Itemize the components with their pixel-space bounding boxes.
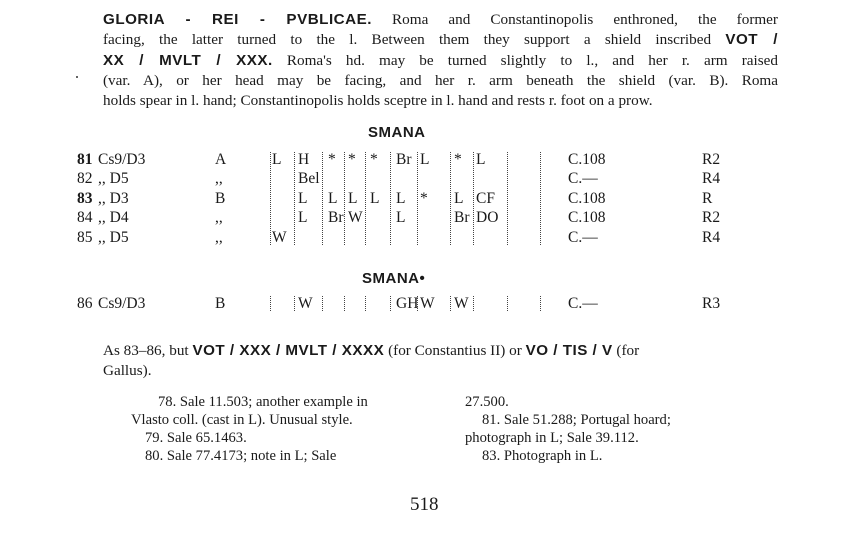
variant-letter: ,, bbox=[215, 170, 223, 188]
column-divider bbox=[365, 296, 366, 311]
rarity-rating: R2 bbox=[702, 209, 721, 227]
intro-text-2: facing, the latter turned to the l. Between them they support a shield inscribed bbox=[103, 31, 712, 49]
field-mark: Br bbox=[396, 151, 412, 168]
column-divider bbox=[540, 296, 541, 311]
field-mark: Bel bbox=[298, 170, 320, 188]
field-mark: W bbox=[420, 295, 435, 312]
column-divider bbox=[365, 152, 366, 245]
cohen-reference: C.108 bbox=[568, 209, 606, 227]
field-mark: L bbox=[476, 151, 486, 168]
cohen-reference: C.108 bbox=[568, 189, 606, 207]
mint-heading-smana-dot: SMANA• bbox=[362, 270, 426, 287]
field-mark: L bbox=[370, 189, 380, 207]
field-mark: L bbox=[272, 151, 282, 168]
field-mark: * bbox=[348, 151, 356, 168]
page-number: 518 bbox=[410, 494, 439, 515]
catalogue-row bbox=[0, 228, 842, 248]
field-mark: * bbox=[328, 151, 336, 168]
cohen-reference: C.108 bbox=[568, 151, 606, 168]
reference-code: ,, D5 bbox=[98, 170, 129, 188]
intro-line-1 bbox=[103, 10, 778, 30]
cohen-reference: C.— bbox=[568, 295, 598, 312]
note-legend-constantius: VOT / XXX / MVLT / XXXX bbox=[192, 342, 385, 359]
footnote-left-1: 78. Sale 11.503; another example in bbox=[158, 394, 368, 410]
field-mark: GH bbox=[396, 295, 419, 312]
column-divider bbox=[417, 296, 418, 311]
column-divider bbox=[507, 152, 508, 245]
field-mark: * bbox=[370, 151, 378, 168]
column-divider bbox=[473, 296, 474, 311]
note-text-pre: As 83–86, but bbox=[103, 342, 189, 359]
note-legend-gallus: VO / TIS / V bbox=[525, 342, 613, 359]
catalogue-row bbox=[0, 294, 842, 314]
reference-code: Cs9/D3 bbox=[98, 295, 146, 312]
intro-line-4 bbox=[103, 71, 778, 91]
field-mark: L bbox=[298, 209, 308, 227]
footnote-right-3: photograph in L; Sale 39.112. bbox=[465, 430, 639, 446]
column-divider bbox=[540, 152, 541, 245]
inscription-mvlt: XX / MVLT / XXX. bbox=[103, 51, 273, 69]
rarity-rating: R3 bbox=[702, 295, 721, 312]
field-mark: DO bbox=[476, 209, 499, 227]
column-divider bbox=[344, 152, 345, 245]
catalogue-row bbox=[0, 189, 842, 209]
note-text-mid: (for Constantius II) or bbox=[388, 342, 522, 359]
column-divider bbox=[270, 296, 271, 311]
variant-letter: A bbox=[215, 151, 227, 168]
intro-paragraph bbox=[103, 10, 778, 111]
field-mark: W bbox=[348, 209, 363, 227]
catalogue-number: 82 bbox=[77, 170, 93, 188]
field-mark: L bbox=[328, 189, 338, 207]
note-paragraph bbox=[103, 341, 778, 381]
column-divider bbox=[417, 152, 418, 245]
footnote-left-2: Vlasto coll. (cast in L). Unusual style. bbox=[131, 412, 353, 428]
column-divider bbox=[473, 152, 474, 245]
field-mark: CF bbox=[476, 189, 495, 207]
footnote-right-4: 83. Photograph in L. bbox=[482, 448, 603, 464]
catalogue-number: 83 bbox=[77, 189, 93, 207]
column-divider bbox=[507, 296, 508, 311]
rarity-rating: R bbox=[702, 189, 713, 207]
variant-letter: ,, bbox=[215, 209, 223, 227]
catalogue-number: 84 bbox=[77, 209, 93, 227]
note-text-post: (for bbox=[616, 342, 640, 359]
reference-code: ,, D3 bbox=[98, 189, 129, 207]
column-divider bbox=[390, 296, 391, 311]
field-mark: L bbox=[396, 209, 406, 227]
margin-dot bbox=[76, 76, 78, 78]
field-mark: L bbox=[396, 189, 406, 207]
catalogue-row bbox=[0, 208, 842, 228]
footnote-right-1: 27.500. bbox=[465, 394, 509, 410]
intro-text-5: holds spear in l. hand; Constantinopolis holds sceptre in l. hand and rests r. foot on a prow. bbox=[103, 92, 653, 110]
column-divider bbox=[322, 296, 323, 311]
field-mark: W bbox=[454, 295, 469, 312]
field-mark: * bbox=[454, 151, 462, 168]
catalogue-row bbox=[0, 169, 842, 189]
column-divider bbox=[322, 152, 323, 245]
variant-letter: B bbox=[215, 189, 226, 207]
catalogue-number: 85 bbox=[77, 228, 93, 246]
catalogue-row bbox=[0, 150, 842, 170]
field-mark: * bbox=[420, 189, 428, 207]
variant-letter: ,, bbox=[215, 228, 223, 246]
note-text-line2: Gallus). bbox=[103, 362, 152, 379]
catalogue-number: 86 bbox=[77, 295, 93, 312]
rarity-rating: R2 bbox=[702, 151, 721, 168]
field-mark: L bbox=[454, 189, 464, 207]
reverse-legend: GLORIA - REI - PVBLICAE. bbox=[103, 11, 372, 28]
intro-text-3: Roma's hd. may be turned slightly to l., and her r. arm raised bbox=[272, 51, 778, 69]
column-divider bbox=[270, 152, 271, 245]
reference-code: ,, D4 bbox=[98, 209, 129, 227]
intro-line-3 bbox=[103, 51, 778, 71]
field-mark: L bbox=[348, 189, 358, 207]
column-divider bbox=[450, 152, 451, 245]
mint-heading-smana: SMANA bbox=[368, 124, 426, 141]
rarity-rating: R4 bbox=[702, 228, 721, 246]
column-divider bbox=[450, 296, 451, 311]
field-mark: W bbox=[272, 228, 287, 246]
reference-code: Cs9/D3 bbox=[98, 151, 146, 168]
intro-line-5 bbox=[103, 91, 778, 111]
field-mark: Br bbox=[328, 209, 344, 227]
rarity-rating: R4 bbox=[702, 170, 721, 188]
column-divider bbox=[344, 296, 345, 311]
field-mark: H bbox=[298, 151, 310, 168]
column-divider bbox=[390, 152, 391, 245]
field-mark: W bbox=[298, 295, 313, 312]
footnote-left-3: 79. Sale 65.1463. bbox=[145, 430, 247, 446]
column-divider bbox=[294, 152, 295, 245]
inscription-vot: VOT / bbox=[725, 31, 778, 49]
field-mark: Br bbox=[454, 209, 470, 227]
field-mark: L bbox=[298, 189, 308, 207]
intro-text-4: (var. A), or her head may be facing, and her r. arm beneath the shield (var. B). Roma bbox=[103, 71, 778, 89]
reference-code: ,, D5 bbox=[98, 228, 129, 246]
catalogue-number: 81 bbox=[77, 151, 93, 168]
intro-text-1: Roma and Constantinopolis enthroned, the former bbox=[371, 11, 778, 28]
cohen-reference: C.— bbox=[568, 228, 598, 246]
variant-letter: B bbox=[215, 295, 226, 312]
footnote-left-4: 80. Sale 77.4173; note in L; Sale bbox=[145, 448, 337, 464]
intro-line-2 bbox=[103, 30, 778, 50]
footnote-right-2: 81. Sale 51.288; Portugal hoard; bbox=[482, 412, 671, 428]
field-mark: L bbox=[420, 151, 430, 168]
cohen-reference: C.— bbox=[568, 170, 598, 188]
column-divider bbox=[294, 296, 295, 311]
